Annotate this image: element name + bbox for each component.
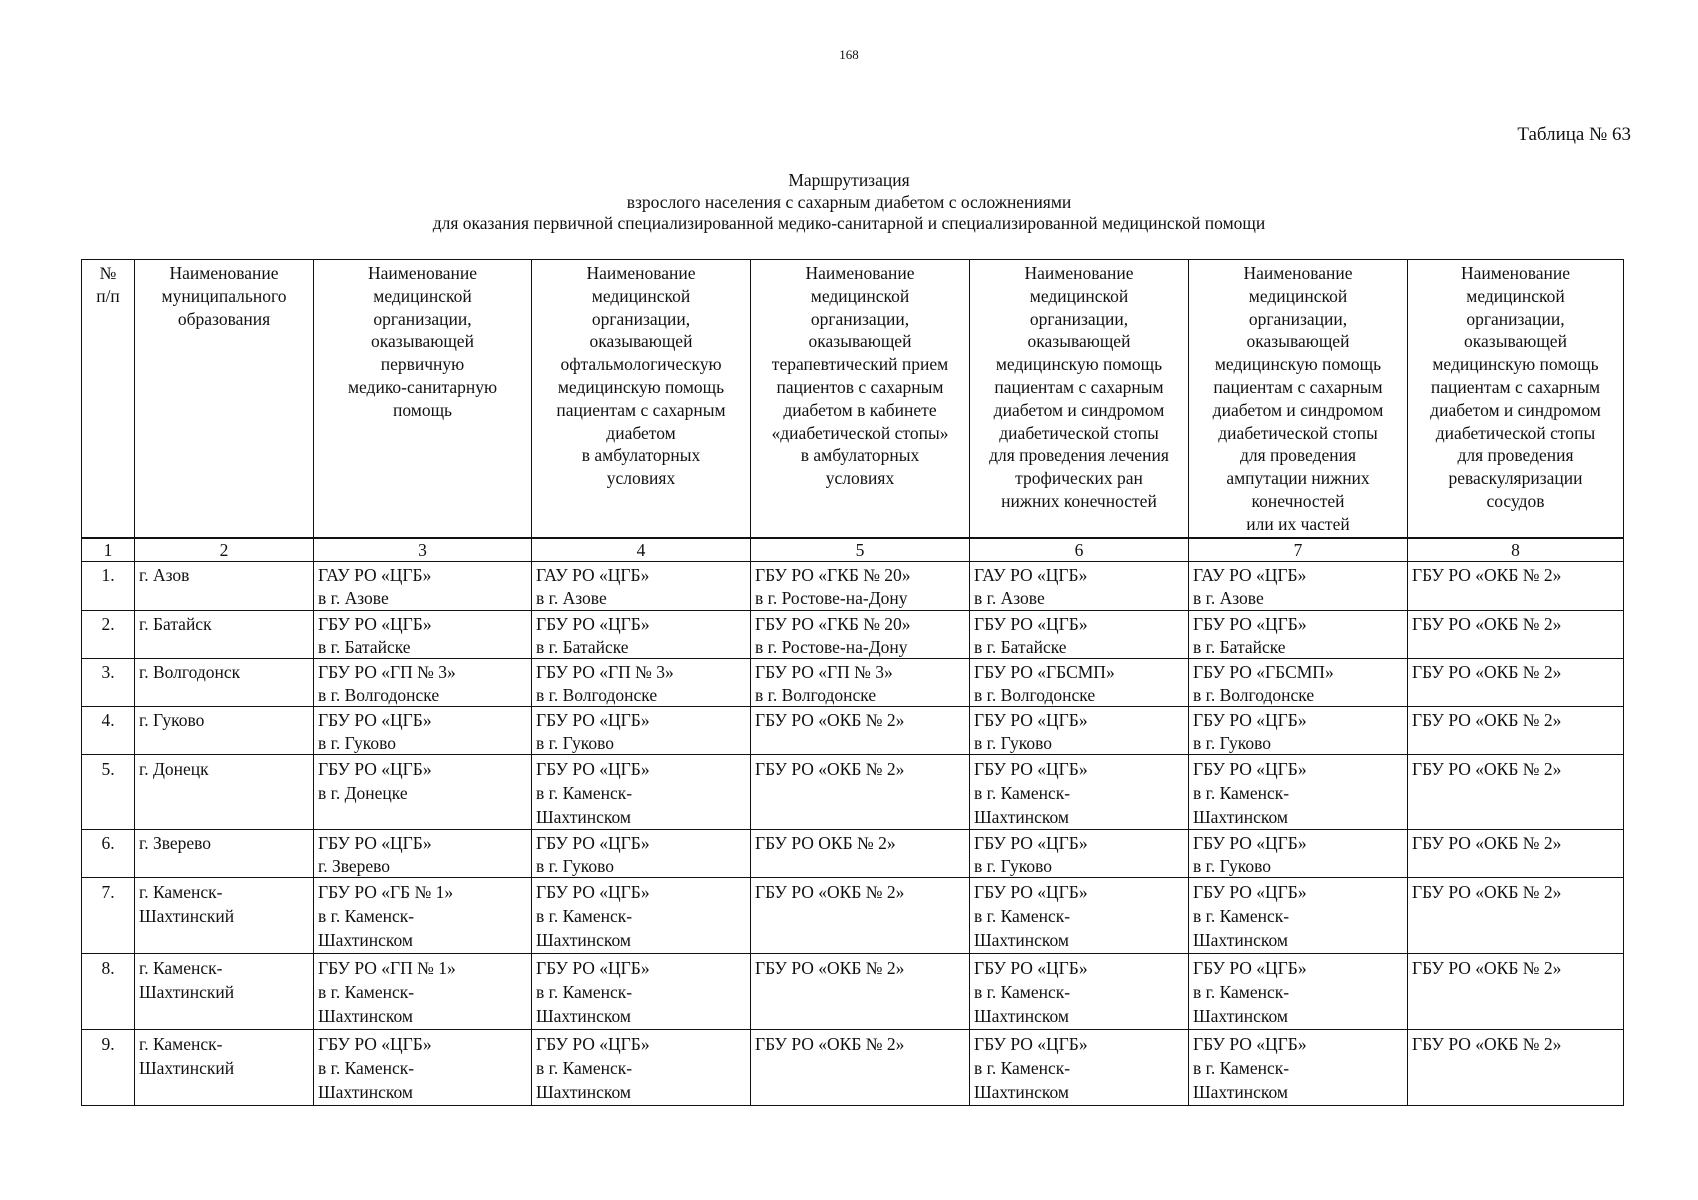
cell-text-line: ГБУ РО «ЦГБ» (536, 833, 650, 853)
revascularization-cell (1408, 954, 1624, 1030)
diabetic-foot-cabinet-cell (751, 611, 970, 659)
cell-text-line: ГБУ РО «ЦГБ» (318, 759, 432, 779)
header-text-line: пациентов с сахарным (776, 376, 944, 397)
cell-text-line: ГБУ РО «ЦГБ» (318, 1034, 432, 1054)
header-text-line: оказывающей (1464, 331, 1567, 352)
primary-care-cell (314, 562, 532, 611)
municipality-cell (135, 707, 314, 755)
municipality-cell (135, 878, 314, 954)
cell-text-line: в г. Каменск- (974, 906, 1071, 926)
cell-text-line: ГБУ РО «ОКБ № 2» (1412, 662, 1562, 682)
header-text-line: Наименование (169, 263, 279, 283)
municipality-cell (135, 830, 314, 878)
cell-text-line: в г. Каменск- (536, 783, 633, 803)
cell-text-line: Шахтинском (1193, 807, 1288, 827)
cell-text-line: Шахтинском (318, 1082, 413, 1102)
cell-text-line: ГБУ РО «ОКБ № 2» (1412, 759, 1562, 779)
municipality-cell (135, 755, 314, 830)
cell-text-line: в г. Донецке (318, 783, 408, 803)
diabetic-foot-cabinet-cell (751, 954, 970, 1030)
cell-text-line: Шахтинском (318, 930, 413, 950)
cell-text-line: г. Зверево (318, 855, 391, 876)
header-text-line: диабетической стопы (999, 422, 1159, 443)
header-text-line: диабетической стопы (1218, 422, 1378, 443)
cell-text-line: ГБУ РО «ЦГБ» (974, 882, 1088, 902)
header-text-line: пациентам с сахарным (1213, 376, 1383, 397)
amputation-cell (1189, 755, 1408, 830)
header-cell-diabetic-foot-cabinet (751, 260, 970, 539)
routing-table (81, 259, 1624, 1106)
primary-care-cell (314, 611, 532, 659)
ophthalmology-cell (532, 611, 751, 659)
cell-text-line: в г. Гуково (974, 732, 1053, 753)
revascularization-cell (1408, 611, 1624, 659)
cell-text-line: ГБУ РО «ЦГБ» (1193, 1034, 1307, 1054)
trophic-ulcers-cell (970, 611, 1189, 659)
cell-text-line: в г. Гуково (536, 732, 615, 753)
header-text-line: офтальмологическую (560, 354, 722, 375)
cell-text-line: ГБУ РО «ЦГБ» (974, 614, 1088, 634)
revascularization-cell (1408, 878, 1624, 954)
cell-text-line: ГБУ РО «ЦГБ» (974, 710, 1088, 730)
header-text-line: в амбулаторных (800, 445, 920, 466)
row-number-cell: 8. (82, 954, 135, 1030)
diabetic-foot-cabinet-cell (751, 755, 970, 830)
row-number-cell: 2. (82, 611, 135, 659)
amputation-cell (1189, 878, 1408, 954)
trophic-ulcers-cell (970, 1030, 1189, 1106)
header-cell-ophthalmology (532, 260, 751, 539)
diabetic-foot-cabinet-cell (751, 1030, 970, 1106)
header-text-line: Наименование (1243, 263, 1353, 283)
cell-text-line: в г. Волгодонске (974, 684, 1096, 705)
row-number-cell: 6. (82, 830, 135, 878)
cell-text-line: ГБУ РО «ГБСМП» (1193, 662, 1334, 682)
title-line: взрослого населения с сахарным диабетом с осложнениями (626, 191, 1072, 212)
cell-text-line: Шахтинский (139, 1058, 235, 1078)
header-text-line: медицинской (1466, 285, 1565, 306)
column-number: 8 (1408, 538, 1624, 562)
cell-text-line: Шахтинском (1193, 930, 1288, 950)
municipality-cell (135, 954, 314, 1030)
row-number-cell: 1. (82, 562, 135, 611)
amputation-cell (1189, 954, 1408, 1030)
cell-text-line: ГБУ РО «ЦГБ» (536, 1034, 650, 1054)
cell-text-line: в г. Азове (536, 587, 607, 608)
header-text-line: терапевтический прием (771, 354, 949, 375)
cell-text-line: ГАУ РО «ЦГБ» (536, 565, 650, 585)
cell-text-line: в г. Гуково (1193, 732, 1272, 753)
cell-text-line: г. Каменск- (139, 882, 223, 902)
cell-text-line: ГБУ РО «ЦГБ» (536, 759, 650, 779)
cell-text-line: в г. Каменск- (1193, 1058, 1290, 1078)
header-text-line: оказывающей (1246, 331, 1350, 352)
row-number-cell: 3. (82, 659, 135, 707)
header-cell-primary-care (314, 260, 532, 539)
cell-text-line: ГБУ РО «ЦГБ» (974, 833, 1088, 853)
cell-text-line: ГБУ РО «ОКБ № 2» (755, 958, 905, 978)
cell-text-line: ГБУ РО «ЦГБ» (318, 833, 432, 853)
table-row (82, 659, 1624, 707)
cell-text-line: ГБУ РО «ЦГБ» (1193, 833, 1307, 853)
header-text-line: организации, (373, 308, 472, 329)
cell-text-line: ГБУ РО «ГП № 3» (536, 662, 674, 682)
cell-text-line: в г. Каменск- (536, 982, 633, 1002)
header-text-line: оказывающей (1027, 331, 1131, 352)
header-text-line: для проведения (1457, 445, 1574, 466)
cell-text-line: в г. Каменск- (974, 1058, 1071, 1078)
cell-text-line: ГБУ РО «ЦГБ» (1193, 958, 1307, 978)
amputation-cell (1189, 562, 1408, 611)
header-text-line: диабетом и синдромом (993, 399, 1165, 420)
header-text-line: помощь (392, 399, 453, 420)
cell-text-line: ГБУ РО «ЦГБ» (1193, 614, 1307, 634)
cell-text-line: ГБУ РО «ГКБ № 20» (755, 614, 911, 634)
row-number-cell: 9. (82, 1030, 135, 1106)
amputation-cell (1189, 659, 1408, 707)
header-text-line: для проведения (1239, 445, 1357, 466)
cell-text-line: в г. Каменск- (318, 1058, 415, 1078)
table-label: Таблица № 63 (1517, 124, 1631, 145)
cell-text-line: ГАУ РО «ЦГБ» (318, 565, 432, 585)
header-text-line: или их частей (1246, 513, 1350, 534)
cell-text-line: Шахтинский (139, 906, 235, 926)
cell-text-line: ГБУ РО «ОКБ № 2» (1412, 882, 1562, 902)
cell-text-line: в г. Каменск- (974, 783, 1071, 803)
cell-text-line: в г. Батайске (974, 636, 1067, 657)
trophic-ulcers-cell (970, 659, 1189, 707)
cell-text-line: Шахтинском (974, 807, 1069, 827)
trophic-ulcers-cell (970, 878, 1189, 954)
header-text-line: «диабетической стопы» (771, 422, 949, 443)
title-line: для оказания первичной специализированной медико-санитарной и специализированной медицинской помощи (432, 213, 1266, 233)
header-text-line: условиях (825, 468, 895, 489)
revascularization-cell (1408, 1030, 1624, 1106)
cell-text-line: в г. Ростове-на-Дону (755, 636, 908, 657)
revascularization-cell (1408, 659, 1624, 707)
cell-text-line: ГБУ РО «ОКБ № 2» (1412, 614, 1562, 634)
header-text-line: организации, (591, 308, 691, 329)
header-text-line: медицинской (1029, 285, 1129, 306)
header-text-line: медицинскую помощь (1214, 354, 1382, 375)
primary-care-cell (314, 878, 532, 954)
municipality-cell (135, 562, 314, 611)
cell-text-line: в г. Гуково (318, 732, 397, 753)
cell-text-line: Шахтинском (536, 930, 631, 950)
diabetic-foot-cabinet-cell (751, 659, 970, 707)
table-row (82, 1030, 1624, 1106)
primary-care-cell (314, 1030, 532, 1106)
header-text-line: пациентам с сахарным (1430, 376, 1601, 397)
cell-text-line: в г. Волгодонске (318, 684, 440, 705)
title-line: Маршрутизация (788, 170, 910, 190)
cell-text-line: ГБУ РО «ЦГБ» (974, 1034, 1088, 1054)
cell-text-line: в г. Каменск- (536, 1058, 633, 1078)
cell-text-line: в г. Каменск- (974, 982, 1071, 1002)
table-row (82, 562, 1624, 611)
diabetic-foot-cabinet-cell (751, 878, 970, 954)
header-text-line: в амбулаторных (581, 445, 701, 466)
cell-text-line: в г. Каменск- (318, 906, 415, 926)
cell-text-line: ГБУ РО «ЦГБ» (1193, 882, 1307, 902)
ophthalmology-cell (532, 659, 751, 707)
municipality-cell (135, 659, 314, 707)
cell-text-line: Шахтинском (974, 1082, 1069, 1102)
cell-text-line: ГБУ РО «ОКБ № 2» (1412, 565, 1562, 585)
row-number-cell: 4. (82, 707, 135, 755)
header-text-line: Наименование (805, 263, 915, 283)
cell-text-line: в г. Каменск- (536, 906, 633, 926)
cell-text-line: ГБУ РО «ГП № 3» (318, 662, 456, 682)
column-number: 5 (751, 538, 970, 562)
cell-text-line: г. Азов (139, 565, 190, 585)
cell-text-line: Шахтинском (1193, 1006, 1288, 1026)
cell-text-line: в г. Волгодонске (755, 684, 877, 705)
header-cell-amputation (1189, 260, 1408, 539)
header-text-line: медицинской (591, 285, 691, 306)
column-number: 3 (314, 538, 532, 562)
cell-text-line: в г. Каменск- (1193, 906, 1290, 926)
cell-text-line: ГБУ РО «ОКБ № 2» (755, 1034, 905, 1054)
header-text-line: медицинской (810, 285, 910, 306)
cell-text-line: Шахтинском (536, 1082, 631, 1102)
revascularization-cell (1408, 830, 1624, 878)
column-number-row (82, 538, 1624, 562)
cell-text-line: ГБУ РО ОКБ № 2» (755, 833, 896, 853)
cell-text-line: ГБУ РО «ЦГБ» (536, 882, 650, 902)
header-text-line: диабетом и синдромом (1212, 399, 1384, 420)
header-cell-number (82, 260, 135, 539)
header-text-line: медицинскую помощь (995, 354, 1163, 375)
page-number: 168 (839, 47, 859, 62)
header-cell-municipality (135, 260, 314, 539)
header-text-line: организации, (1029, 308, 1129, 329)
primary-care-cell (314, 830, 532, 878)
cell-text-line: в г. Каменск- (318, 982, 415, 1002)
cell-text-line: в г. Гуково (536, 855, 615, 876)
header-text-line: диабетической стопы (1435, 422, 1596, 443)
cell-text-line: в г. Гуково (974, 855, 1053, 876)
cell-text-line: г. Донецк (139, 759, 209, 779)
cell-text-line: ГБУ РО «ОКБ № 2» (755, 710, 905, 730)
trophic-ulcers-cell (970, 562, 1189, 611)
cell-text-line: ГБУ РО «ЦГБ» (536, 958, 650, 978)
header-text-line: образования (177, 308, 271, 329)
cell-text-line: ГБУ РО «ЦГБ» (536, 614, 650, 634)
header-text-line: конечностей (1251, 490, 1345, 511)
row-number-cell: 7. (82, 878, 135, 954)
ophthalmology-cell (532, 1030, 751, 1106)
table-row (82, 830, 1624, 878)
cell-text-line: Шахтинском (318, 1006, 413, 1026)
header-text-line: оказывающей (589, 331, 693, 352)
trophic-ulcers-cell (970, 755, 1189, 830)
cell-text-line: Шахтинском (974, 1006, 1069, 1026)
amputation-cell (1189, 830, 1408, 878)
column-number: 4 (532, 538, 751, 562)
header-text-line: условиях (606, 468, 676, 489)
header-row (82, 260, 1624, 539)
diabetic-foot-cabinet-cell (751, 830, 970, 878)
cell-text-line: Шахтинском (1193, 1082, 1288, 1102)
cell-text-line: в г. Ростове-на-Дону (755, 587, 908, 608)
primary-care-cell (314, 707, 532, 755)
header-text-line: нижних конечностей (1001, 490, 1157, 511)
table-row (82, 755, 1624, 830)
cell-text-line: в г. Азове (974, 587, 1045, 608)
header-text-line: медицинскую помощь (1432, 354, 1599, 375)
table-row (82, 878, 1624, 954)
column-number: 6 (970, 538, 1189, 562)
header-text-line: оказывающей (808, 331, 912, 352)
primary-care-cell (314, 755, 532, 830)
header-text-line: реваскуляризации (1448, 468, 1583, 489)
cell-text-line: ГБУ РО «ЦГБ» (318, 710, 432, 730)
header-text-line: трофических ран (1015, 468, 1143, 489)
header-cell-trophic-ulcers (970, 260, 1189, 539)
diabetic-foot-cabinet-cell (751, 562, 970, 611)
cell-text-line: ГБУ РО «ГБ № 1» (318, 882, 454, 902)
ophthalmology-cell (532, 562, 751, 611)
column-number: 1 (82, 538, 135, 562)
header-text-line: Наименование (1024, 263, 1134, 283)
ophthalmology-cell (532, 954, 751, 1030)
amputation-cell (1189, 611, 1408, 659)
cell-text-line: ГБУ РО «ЦГБ» (974, 759, 1088, 779)
cell-text-line: ГБУ РО «ЦГБ» (536, 710, 650, 730)
header-text-line: организации, (1248, 308, 1348, 329)
trophic-ulcers-cell (970, 830, 1189, 878)
cell-text-line: Шахтинском (536, 1006, 631, 1026)
cell-text-line: ГБУ РО «ОКБ № 2» (1412, 958, 1562, 978)
table-row (82, 707, 1624, 755)
header-text-line: пациентам с сахарным (994, 376, 1164, 397)
cell-text-line: в г. Волгодонске (536, 684, 658, 705)
cell-text-line: Шахтинском (536, 807, 631, 827)
header-text-line: сосудов (1486, 490, 1545, 511)
cell-text-line: в г. Батайске (318, 636, 411, 657)
cell-text-line: ГБУ РО «ОКБ № 2» (755, 759, 905, 779)
ophthalmology-cell (532, 755, 751, 830)
header-text-line: муниципального (161, 285, 287, 306)
ophthalmology-cell (532, 878, 751, 954)
header-cell-revascularization (1408, 260, 1624, 539)
cell-text-line: ГБУ РО «ОКБ № 2» (1412, 833, 1562, 853)
header-text-line: диабетом и синдромом (1430, 399, 1601, 420)
cell-text-line: г. Зверево (139, 833, 212, 853)
revascularization-cell (1408, 755, 1624, 830)
header-text-line: медицинской (373, 285, 472, 306)
diabetic-foot-cabinet-cell (751, 707, 970, 755)
ophthalmology-cell (532, 830, 751, 878)
cell-text-line: в г. Батайске (1193, 636, 1286, 657)
cell-text-line: ГБУ РО «ГП № 1» (318, 958, 456, 978)
cell-text-line: в г. Каменск- (1193, 982, 1290, 1002)
cell-text-line: ГАУ РО «ЦГБ» (1193, 565, 1307, 585)
header-text-line: диабетом (606, 422, 676, 443)
amputation-cell (1189, 1030, 1408, 1106)
header-text-line: Наименование (1460, 263, 1571, 283)
header-text-line: первичную (380, 354, 465, 375)
cell-text-line: ГАУ РО «ЦГБ» (974, 565, 1088, 585)
primary-care-cell (314, 659, 532, 707)
cell-text-line: в г. Батайске (536, 636, 629, 657)
ophthalmology-cell (532, 707, 751, 755)
cell-text-line: г. Каменск- (139, 958, 223, 978)
cell-text-line: ГБУ РО «ЦГБ» (1193, 759, 1307, 779)
header-text-line: № (99, 263, 117, 283)
header-text-line: диабетом в кабинете (783, 399, 937, 420)
row-number-cell: 5. (82, 755, 135, 830)
municipality-cell (135, 611, 314, 659)
cell-text-line: Шахтинский (139, 982, 235, 1002)
cell-text-line: г. Волгодонск (139, 662, 241, 682)
header-text-line: организации, (1466, 308, 1565, 329)
header-text-line: п/п (96, 285, 120, 306)
cell-text-line: ГБУ РО «ОКБ № 2» (1412, 710, 1562, 730)
column-number: 7 (1189, 538, 1408, 562)
column-number: 2 (135, 538, 314, 562)
cell-text-line: ГБУ РО «ЦГБ» (318, 614, 432, 634)
cell-text-line: в г. Гуково (1193, 855, 1272, 876)
header-text-line: медико-санитарную (347, 376, 498, 397)
cell-text-line: в г. Волгодонске (1193, 684, 1315, 705)
revascularization-cell (1408, 707, 1624, 755)
trophic-ulcers-cell (970, 707, 1189, 755)
amputation-cell (1189, 707, 1408, 755)
cell-text-line: ГБУ РО «ГКБ № 20» (755, 565, 911, 585)
header-text-line: для проведения лечения (989, 445, 1169, 466)
cell-text-line: ГБУ РО «ОКБ № 2» (1412, 1034, 1562, 1054)
cell-text-line: ГБУ РО «ЦГБ» (974, 958, 1088, 978)
cell-text-line: в г. Каменск- (1193, 783, 1290, 803)
table-row (82, 611, 1624, 659)
header-text-line: Наименование (367, 263, 478, 283)
header-text-line: медицинской (1248, 285, 1348, 306)
cell-text-line: в г. Азове (318, 587, 389, 608)
cell-text-line: Шахтинском (974, 930, 1069, 950)
header-text-line: медицинскую помощь (557, 376, 725, 397)
cell-text-line: г. Батайск (139, 614, 212, 634)
cell-text-line: ГБУ РО «ГП № 3» (755, 662, 893, 682)
revascularization-cell (1408, 562, 1624, 611)
header-text-line: Наименование (586, 263, 696, 283)
table-body (82, 562, 1624, 1106)
cell-text-line: г. Каменск- (139, 1034, 223, 1054)
cell-text-line: ГБУ РО «ОКБ № 2» (755, 882, 905, 902)
cell-text-line: ГБУ РО «ГБСМП» (974, 662, 1115, 682)
municipality-cell (135, 1030, 314, 1106)
cell-text-line: в г. Азове (1193, 587, 1264, 608)
cell-text-line: г. Гуково (139, 710, 205, 730)
header-text-line: ампутации нижних (1226, 468, 1370, 489)
header-text-line: оказывающей (371, 331, 474, 352)
table-row (82, 954, 1624, 1030)
document-title (0, 170, 1698, 235)
cell-text-line: ГБУ РО «ЦГБ» (1193, 710, 1307, 730)
trophic-ulcers-cell (970, 954, 1189, 1030)
header-text-line: пациентам с сахарным (556, 399, 726, 420)
primary-care-cell (314, 954, 532, 1030)
header-text-line: организации, (810, 308, 910, 329)
